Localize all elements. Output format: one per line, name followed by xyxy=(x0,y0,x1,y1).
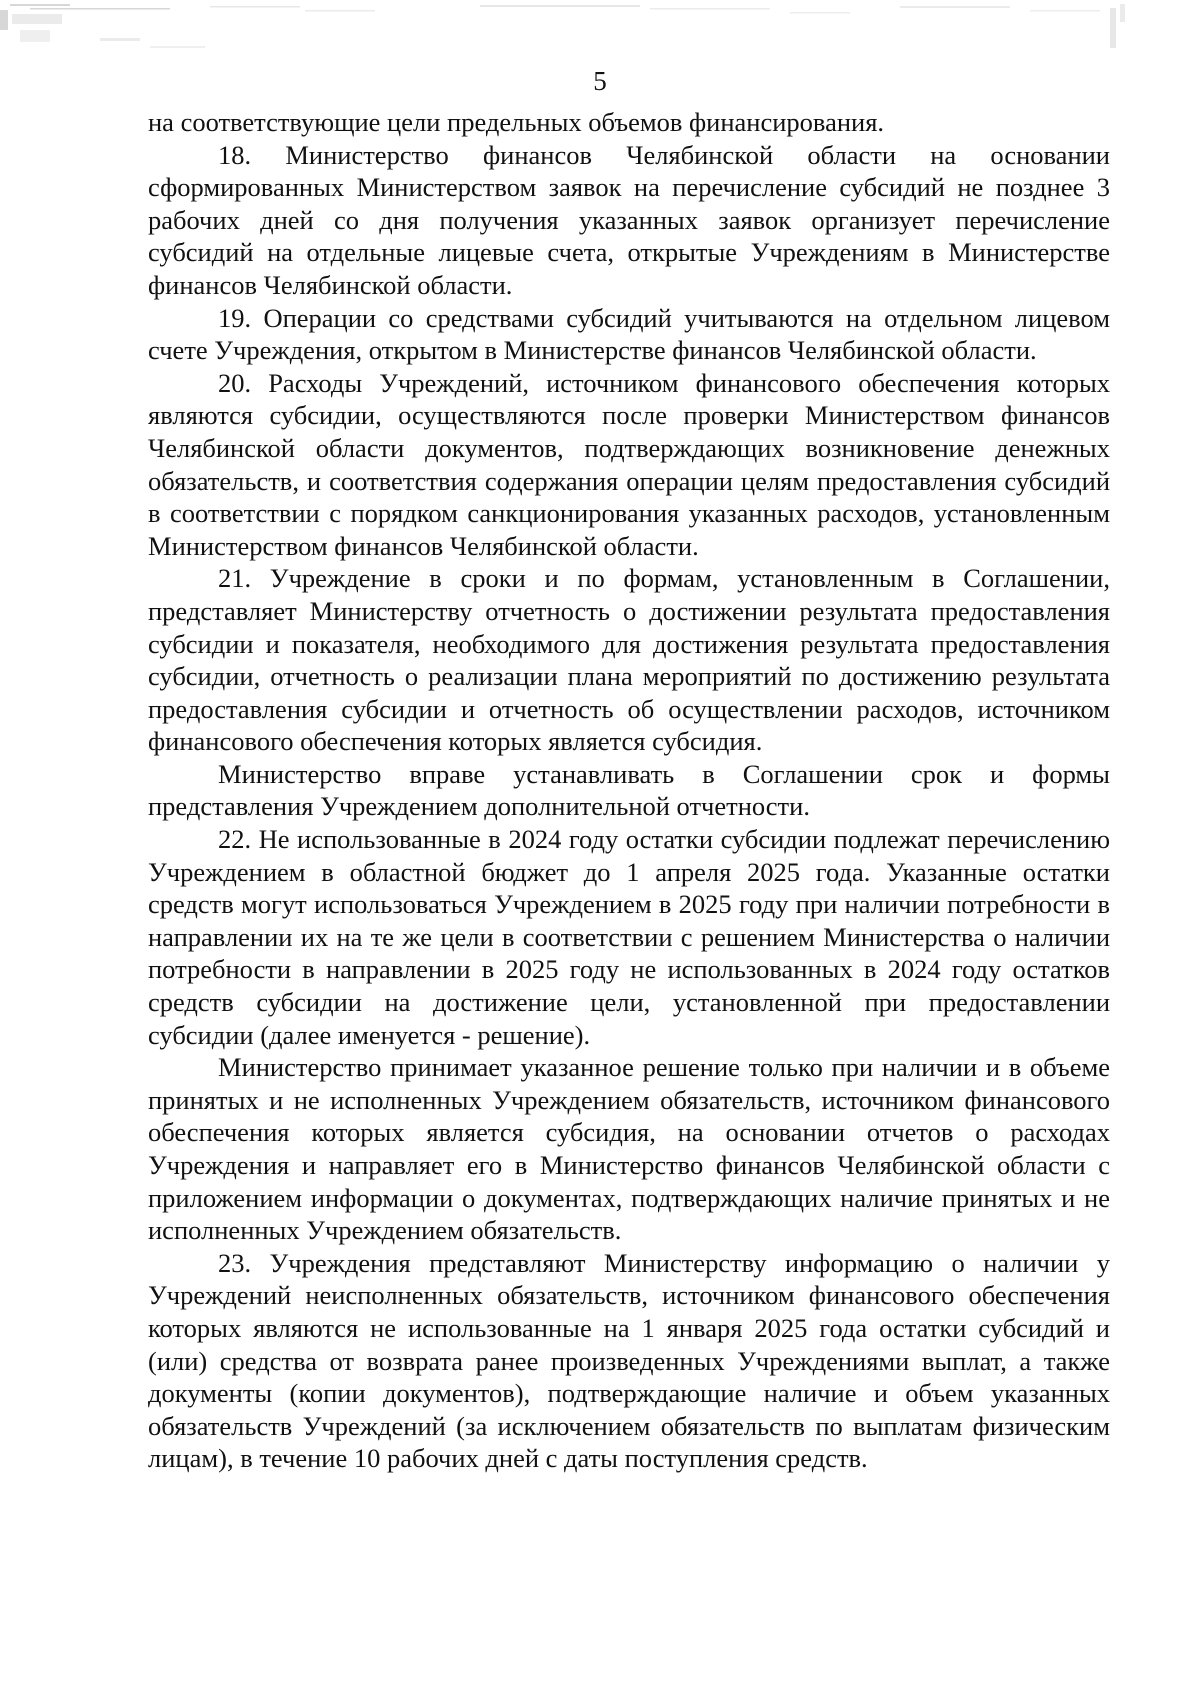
paragraph-23: 23. Учреждения представляют Министерству информацию о наличии у Учреждений неисполненных обязательств, источником финансового обеспечения которых являются не использованные на 1 января 2025 года остатки субсидий и (или) средства от возврата ранее произведенных Учреждениями выплат, а также документы (копии документов), подтверждающие наличие и объем указанных обязательств Учреждений (за исключением обязательств по выплатам физическим лицам), в течение 10 рабочих дней с даты поступления средств. xyxy=(148,1247,1110,1474)
paragraph-19: 19. Операции со средствами субсидий учитываются на отдельном лицевом счете Учреждения, открытом в Министерстве финансов Челябинской области. xyxy=(148,302,1110,366)
scan-artifact xyxy=(0,0,1200,60)
document-body xyxy=(148,106,1110,1475)
paragraph-18: 18. Министерство финансов Челябинской области на основании сформированных Министерством заявок на перечисление субсидий не позднее 3 рабочих дней со дня получения указанных заявок организует перечисление субсидий на отдельные лицевые счета, открытые Учреждениям в Министерстве финансов Челябинской области. xyxy=(148,139,1110,300)
paragraph-22: 22. Не использованные в 2024 году остатки субсидии подлежат перечислению Учреждением в областной бюджет до 1 апреля 2025 года. Указанные остатки средств могут использоваться Учреждением в 2025 году при наличии потребности в направлении их на те же цели в соответствии с решением Министерства о наличии потребности в направлении в 2025 году не использованных в 2024 году остатков средств субсидии на достижение цели, установленной при предоставлении субсидии (далее именуется - решение). xyxy=(148,824,1110,1050)
paragraph-21: 21. Учреждение в сроки и по формам, установленным в Соглашении, представляет Министерству отчетность о достижении результата предоставления субсидии и показателя, необходимого для достижения результата предоставления субсидии, отчетность о реализации плана мероприятий по достижению результата предоставления субсидии и отчетность об осуществлении расходов, источником финансового обеспечения которых является субсидия. xyxy=(148,563,1110,757)
paragraph-20: 20. Расходы Учреждений, источником финансового обеспечения которых являются субсидии, осуществляются после проверки Министерством финансов Челябинской области документов, подтверждающих возникновение денежных обязательств, и соответствия содержания операции целям предоставления субсидий в соответствии с порядком санкционирования указанных расходов, установленным Министерством финансов Челябинской области. xyxy=(148,367,1110,561)
paragraph-21-additional: Министерство вправе устанавливать в Соглашении срок и формы представления Учреждением дополнительной отчетности. xyxy=(148,758,1110,822)
page-number: 5 xyxy=(593,66,607,96)
paragraph-continuation: на соответствующие цели предельных объемов финансирования. xyxy=(148,107,885,137)
paragraph-22-decision: Министерство принимает указанное решение только при наличии и в объеме принятых и не исполненных Учреждением обязательств, источником финансового обеспечения которых является субсидия, на основании отчетов о расходах Учреждения и направляет его в Министерство финансов Челябинской области с приложением информации о документах, подтверждающих наличие принятых и не исполненных Учреждением обязательств. xyxy=(148,1052,1110,1246)
